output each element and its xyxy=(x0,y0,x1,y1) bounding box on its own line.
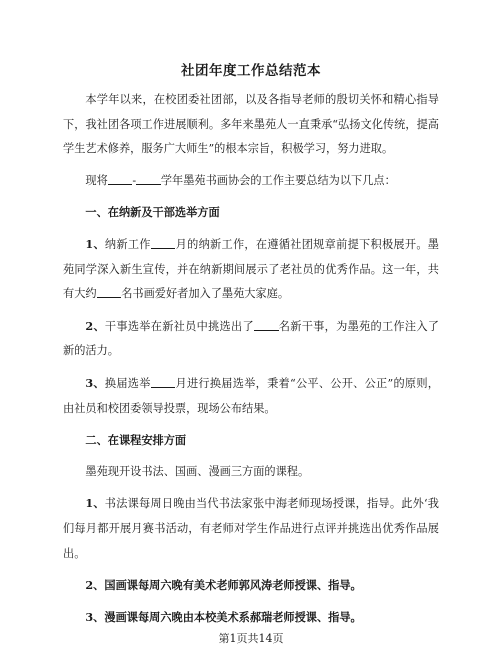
item-number: 2、 xyxy=(85,318,105,333)
text-span: 换届选举 xyxy=(104,376,151,390)
text-span: 书法课每周日晚由当代书法家张中海老师现场授课，指导。此外‘我们每月都开展月赛书活动，有老师对学生作品进行点评并挑选出优秀作品展出。 xyxy=(63,497,439,560)
text-span: 学年墨苑书画协会的工作主要总结为以下几点： xyxy=(160,173,396,187)
page-number-footer: 第1页共14页 xyxy=(218,632,284,645)
item-number: 3、 xyxy=(85,375,105,390)
painting-course-paragraph xyxy=(63,573,439,598)
text-span: 纳新工作 xyxy=(104,237,151,251)
blank-line xyxy=(151,377,176,388)
item-number: 1、 xyxy=(85,496,105,511)
text-span: - xyxy=(132,173,137,187)
section-heading-recruitment: 一、在纳新及干部选举方面 xyxy=(85,205,220,220)
summary-lead-paragraph xyxy=(63,169,439,194)
document-body xyxy=(63,88,439,636)
item-number: 2、 xyxy=(85,578,105,593)
text-span: 国画课每周六晚有美术老师郭风涛老师授课、指导。 xyxy=(104,578,362,593)
calligraphy-paragraph xyxy=(63,491,439,566)
text-span: 月的纳新工作，在遵循社团规章前提下积极展开。墨苑同学深入新生宣传，并在纳新期间展示了老社员的优秀作品。这一年，共有大约 xyxy=(63,237,439,301)
text-span: 月进行换届选举，秉着“公平、公开、公正”的原则，由社员和校团委领导投票，现场公布结果。 xyxy=(63,376,439,415)
recruitment-paragraph xyxy=(63,232,439,307)
item-number: 3、 xyxy=(85,609,105,624)
intro-paragraph: 本学年以来，在校团委社团部，以及各指导老师的殷切关怀和精心指导下，我社团各项工作进展顺利。多年来墨苑人一直秉承“弘扬文化传统，提高学生艺术修养，服务广大师生”的根本宗旨，积极学习，努力进取。 xyxy=(63,93,439,156)
text-span: 现将 xyxy=(85,173,108,187)
blank-line xyxy=(97,287,122,298)
section-heading-courses: 二、在课程安排方面 xyxy=(85,433,187,448)
text-span: 漫画课每周六晚由本校美术系郝瑞老师授课、指导。 xyxy=(104,609,362,624)
blank-line xyxy=(136,174,161,185)
item-number: 1、 xyxy=(85,236,105,251)
blank-line xyxy=(151,238,176,249)
blank-line xyxy=(254,320,279,331)
blank-line xyxy=(108,174,133,185)
comics-course-paragraph xyxy=(63,605,439,630)
officer-election-paragraph xyxy=(63,314,439,364)
text-span: 名新干事，为墨苑的工作注入了新的活力。 xyxy=(63,319,439,358)
text-span: 名书画爱好者加入了墨苑大家庭。 xyxy=(121,287,290,301)
reelection-paragraph xyxy=(63,371,439,421)
courses-paragraph: 墨苑现开设书法、国画、漫画三方面的课程。 xyxy=(85,464,310,478)
document-title: 社团年度工作总结范本 xyxy=(181,63,321,79)
text-span: 干事选举在新社员中挑选出了 xyxy=(104,319,254,333)
